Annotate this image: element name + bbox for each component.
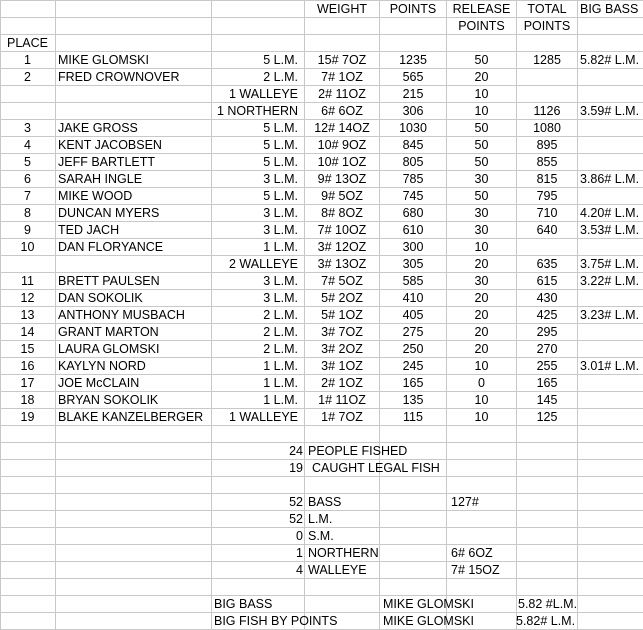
walleye-label: WALLEYE: [308, 563, 367, 577]
cell-points: 305: [402, 257, 424, 271]
cell-big-bass: [580, 341, 642, 358]
legal-fish-label: CAUGHT LEGAL FISH: [312, 461, 440, 475]
cell-big-bass: [580, 239, 642, 256]
header-big-bass: BIG BASS: [580, 2, 639, 16]
cell-big-bass: 3.75# L.M.: [580, 257, 640, 271]
cell-catch: 5 L.M.: [263, 121, 298, 135]
cell-weight: 5# 2OZ: [321, 291, 363, 305]
cell-weight: 7# 10OZ: [317, 223, 367, 237]
cell-total-points: 295: [536, 325, 558, 339]
cell-points: 1235: [399, 53, 427, 67]
cell-total-points: 1285: [533, 53, 561, 67]
cell-weight: 3# 1OZ: [321, 359, 363, 373]
cell-catch: 5 L.M.: [263, 155, 298, 169]
cell-weight: 15# 7OZ: [317, 53, 367, 67]
cell-place: 3: [24, 121, 31, 135]
cell-points: 680: [402, 206, 424, 220]
cell-weight: 7# 5OZ: [321, 274, 363, 288]
cell-total-points: 710: [536, 206, 558, 220]
award-big-bass-label: BIG BASS: [214, 597, 273, 611]
cell-total-points: [517, 86, 577, 103]
cell-points: 610: [402, 223, 424, 237]
cell-place: 17: [20, 376, 35, 390]
cell-angler-name: TED JACH: [58, 223, 120, 237]
cell-place: 15: [20, 342, 35, 356]
cell-angler-name: ANTHONY MUSBACH: [58, 308, 185, 322]
cell-angler-name: [58, 103, 210, 120]
cell-points: 805: [402, 155, 424, 169]
cell-total-points: 125: [536, 410, 558, 424]
cell-big-bass: 3.01# L.M.: [580, 359, 640, 373]
cell-big-bass: 3.86# L.M.: [580, 172, 640, 186]
header-total-line2: POINTS: [523, 19, 571, 33]
cell-catch: 1 L.M.: [263, 393, 298, 407]
cell-place: 6: [24, 172, 31, 186]
cell-angler-name: DAN SOKOLIK: [58, 291, 143, 305]
cell-place: 16: [20, 359, 35, 373]
cell-total-points: 255: [536, 359, 558, 373]
cell-catch: 1 NORTHERN: [216, 104, 298, 118]
cell-big-bass: [580, 69, 642, 86]
cell-catch: 3 L.M.: [263, 172, 298, 186]
sm-count: 0: [296, 529, 303, 543]
cell-release-points: 50: [474, 189, 489, 203]
cell-catch: 5 L.M.: [263, 189, 298, 203]
cell-release-points: 10: [474, 240, 489, 254]
cell-total-points: 895: [536, 138, 558, 152]
cell-big-bass: 3.53# L.M.: [580, 223, 640, 237]
cell-place: 10: [20, 240, 35, 254]
cell-total-points: 270: [536, 342, 558, 356]
cell-catch: 2 L.M.: [263, 325, 298, 339]
cell-catch: 2 L.M.: [263, 70, 298, 84]
cell-big-bass: 4.20# L.M.: [580, 206, 640, 220]
cell-catch: 3 L.M.: [263, 206, 298, 220]
cell-points: 135: [402, 393, 424, 407]
header-release-line1: RELEASE: [452, 2, 511, 16]
cell-release-points: 30: [474, 223, 489, 237]
cell-big-bass: [580, 392, 642, 409]
cell-release-points: 0: [478, 376, 485, 390]
cell-weight: 7# 1OZ: [321, 70, 363, 84]
cell-release-points: 50: [474, 53, 489, 67]
cell-total-points: 425: [536, 308, 558, 322]
cell-weight: 9# 13OZ: [317, 172, 367, 186]
award-big-bass-value: 5.82 #L.M.: [518, 597, 578, 611]
cell-catch: 2 L.M.: [263, 308, 298, 322]
cell-catch: 3 L.M.: [263, 274, 298, 288]
cell-place: 1: [24, 53, 31, 67]
cell-weight: 3# 2OZ: [321, 342, 363, 356]
walleye-weight: 7# 15OZ: [451, 563, 500, 577]
legal-fish-count: 19: [289, 461, 303, 475]
cell-angler-name: [58, 86, 210, 103]
cell-release-points: 20: [474, 325, 489, 339]
bass-count: 52: [289, 495, 303, 509]
cell-place: 12: [20, 291, 35, 305]
cell-catch: 5 L.M.: [263, 138, 298, 152]
cell-angler-name: MIKE WOOD: [58, 189, 133, 203]
northern-count: 1: [296, 546, 303, 560]
cell-release-points: 50: [474, 138, 489, 152]
cell-release-points: 50: [474, 155, 489, 169]
header-weight: WEIGHT: [317, 2, 367, 16]
cell-points: 300: [402, 240, 424, 254]
cell-weight: 10# 9OZ: [317, 138, 367, 152]
cell-weight: 5# 1OZ: [321, 308, 363, 322]
cell-release-points: 10: [474, 104, 489, 118]
cell-angler-name: SARAH INGLE: [58, 172, 143, 186]
cell-catch: 1 L.M.: [263, 240, 298, 254]
cell-place: 11: [21, 274, 34, 288]
cell-total-points: 795: [536, 189, 558, 203]
cell-place: 19: [20, 410, 35, 424]
cell-weight: 3# 12OZ: [317, 240, 367, 254]
cell-total-points: 165: [536, 376, 558, 390]
cell-points: 165: [402, 376, 424, 390]
cell-place: 14: [20, 325, 35, 339]
cell-weight: 2# 1OZ: [321, 376, 363, 390]
cell-angler-name: LAURA GLOMSKI: [58, 342, 160, 356]
cell-points: 306: [402, 104, 424, 118]
cell-catch: 1 WALLEYE: [228, 410, 298, 424]
people-fished-count: 24: [289, 444, 303, 458]
cell-release-points: 10: [474, 87, 489, 101]
cell-total-points: [517, 69, 577, 86]
cell-angler-name: GRANT MARTON: [58, 325, 159, 339]
cell-catch: 3 L.M.: [263, 291, 298, 305]
cell-release-points: 20: [474, 308, 489, 322]
lm-label: L.M.: [308, 512, 333, 526]
cell-place: [0, 86, 55, 103]
cell-weight: 10# 1OZ: [317, 155, 367, 169]
cell-points: 115: [403, 410, 423, 424]
cell-total-points: 640: [536, 223, 558, 237]
cell-total-points: 145: [536, 393, 558, 407]
cell-points: 1030: [399, 121, 427, 135]
cell-place: 8: [24, 206, 31, 220]
cell-release-points: 30: [474, 274, 489, 288]
cell-big-bass: [580, 409, 642, 426]
cell-total-points: 1080: [533, 121, 561, 135]
cell-angler-name: JOE McCLAIN: [58, 376, 140, 390]
cell-catch: 5 L.M.: [263, 53, 298, 67]
cell-angler-name: MIKE GLOMSKI: [58, 53, 149, 67]
cell-weight: 1# 11OZ: [318, 393, 366, 407]
cell-big-bass: 3.23# L.M.: [580, 308, 640, 322]
cell-angler-name: JEFF BARTLETT: [58, 155, 156, 169]
cell-total-points: 855: [536, 155, 558, 169]
header-points: POINTS: [389, 2, 437, 16]
header-release-line2: POINTS: [458, 19, 505, 33]
cell-place: 13: [20, 308, 35, 322]
cell-place: [0, 103, 55, 120]
cell-weight: 9# 5OZ: [321, 189, 363, 203]
northern-weight: 6# 6OZ: [451, 546, 493, 560]
cell-release-points: 10: [474, 359, 489, 373]
award-big-fish-value: 5.82# L.M.: [516, 614, 576, 628]
header-place: PLACE: [7, 36, 48, 50]
cell-big-bass: [580, 290, 642, 307]
cell-place: 5: [24, 155, 31, 169]
cell-points: 405: [402, 308, 424, 322]
cell-catch: 1 L.M.: [263, 376, 298, 390]
cell-angler-name: DAN FLORYANCE: [58, 240, 164, 254]
award-big-fish-label: BIG FISH BY POINTS: [214, 614, 338, 628]
cell-weight: 3# 7OZ: [321, 325, 363, 339]
cell-big-bass: [580, 154, 642, 171]
cell-big-bass: [580, 375, 642, 392]
cell-total-points: 1126: [533, 104, 561, 118]
cell-place: 4: [24, 138, 31, 152]
award-big-bass-winner: MIKE GLOMSKI: [383, 597, 474, 611]
bass-total-weight: 127#: [451, 495, 479, 509]
cell-points: 215: [402, 87, 424, 101]
cell-angler-name: JAKE GROSS: [58, 121, 138, 135]
cell-total-points: 635: [536, 257, 558, 271]
award-big-fish-winner: MIKE GLOMSKI: [383, 614, 474, 628]
cell-catch: 1 WALLEYE: [228, 87, 298, 101]
cell-angler-name: KAYLYN NORD: [58, 359, 146, 373]
cell-total-points: 430: [536, 291, 558, 305]
cell-release-points: 20: [474, 70, 489, 84]
cell-total-points: [517, 239, 577, 256]
cell-big-bass: [580, 120, 642, 137]
cell-big-bass: 3.59# L.M.: [580, 104, 640, 118]
cell-place: 7: [24, 189, 31, 203]
cell-angler-name: FRED CROWNOVER: [58, 70, 180, 84]
cell-release-points: 20: [474, 342, 489, 356]
cell-points: 250: [402, 342, 424, 356]
cell-angler-name: BRETT PAULSEN: [58, 274, 160, 288]
cell-points: 585: [402, 274, 424, 288]
cell-big-bass: 3.22# L.M.: [580, 274, 640, 288]
northern-label: NORTHERN: [308, 546, 379, 560]
cell-big-bass: 5.82# L.M.: [580, 53, 640, 67]
cell-release-points: 20: [474, 291, 489, 305]
cell-angler-name: BRYAN SOKOLIK: [58, 393, 159, 407]
cell-points: 410: [402, 291, 424, 305]
cell-release-points: 50: [474, 121, 489, 135]
cell-place: 2: [24, 70, 31, 84]
cell-angler-name: [58, 256, 210, 273]
cell-place: [0, 256, 55, 273]
walleye-count: 4: [296, 563, 303, 577]
cell-catch: 2 WALLEYE: [228, 257, 298, 271]
cell-weight: 3# 13OZ: [317, 257, 367, 271]
cell-points: 845: [402, 138, 424, 152]
cell-release-points: 30: [474, 172, 489, 186]
cell-big-bass: [580, 86, 642, 103]
cell-place: 9: [24, 223, 31, 237]
people-fished-label: PEOPLE FISHED: [308, 444, 408, 458]
cell-weight: 1# 7OZ: [321, 410, 363, 424]
cell-place: 18: [20, 393, 35, 407]
cell-release-points: 10: [474, 410, 489, 424]
cell-points: 275: [402, 325, 424, 339]
cell-catch: 1 L.M.: [263, 359, 298, 373]
cell-weight: 2# 11OZ: [318, 87, 366, 101]
cell-release-points: 30: [474, 206, 489, 220]
cell-points: 565: [402, 70, 424, 84]
cell-big-bass: [580, 188, 642, 205]
cell-weight: 6# 6OZ: [321, 104, 363, 118]
cell-angler-name: KENT JACOBSEN: [58, 138, 162, 152]
cell-total-points: 615: [536, 274, 558, 288]
cell-angler-name: BLAKE KANZELBERGER: [58, 410, 204, 424]
cell-release-points: 10: [474, 393, 489, 407]
cell-points: 245: [402, 359, 424, 373]
cell-weight: 12# 14OZ: [314, 121, 370, 135]
cell-weight: 8# 8OZ: [321, 206, 363, 220]
cell-points: 745: [402, 189, 424, 203]
cell-catch: 3 L.M.: [263, 223, 298, 237]
cell-big-bass: [580, 324, 642, 341]
header-total-line1: TOTAL: [527, 2, 567, 16]
cell-points: 785: [402, 172, 424, 186]
cell-release-points: 20: [474, 257, 489, 271]
cell-angler-name: DUNCAN MYERS: [58, 206, 160, 220]
lm-count: 52: [289, 512, 303, 526]
cell-catch: 2 L.M.: [263, 342, 298, 356]
bass-label: BASS: [308, 495, 342, 509]
cell-big-bass: [580, 137, 642, 154]
cell-total-points: 815: [536, 172, 558, 186]
sm-label: S.M.: [308, 529, 334, 543]
